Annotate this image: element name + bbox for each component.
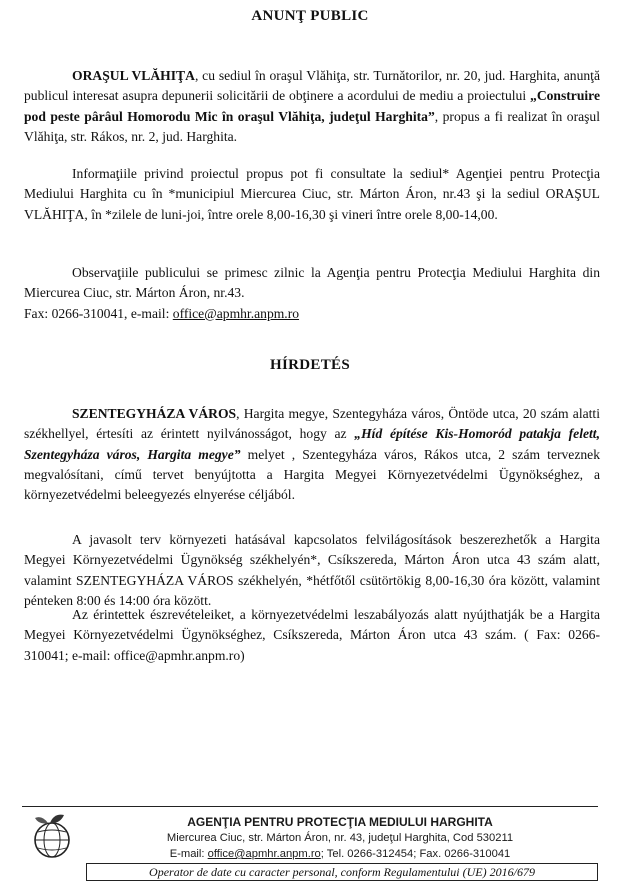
hu-paragraph-2: [24, 530, 600, 611]
footer-email-label: E-mail:: [169, 848, 208, 860]
hu-p2-text2: székhelyén, *hétfőtől csütörtökig 8,00-16,30 óra között, valamint pénteken 8:00 és 14:00 óra között.: [24, 572, 600, 608]
ro-project-name: „Construire pod peste pârâul Homorodu Mic în oraşul Vlăhiţa, judeţul Harghita”: [24, 88, 600, 124]
ro-announcement-title: ANUNŢ PUBLIC: [251, 8, 369, 24]
footer-divider: [22, 806, 598, 807]
hu-project-name: „Híd építése Kis-Homoród patakja felett, Szentegyháza város, Hargita megye”: [24, 426, 600, 462]
hu-p2-org: SZENTEGYHÁZA VÁROS: [76, 572, 234, 588]
hu-announcement-title: HÍRDETÉS: [270, 357, 350, 373]
footer-address: Miercurea Ciuc, str. Márton Áron, nr. 43, judeţul Harghita, Cod 530211: [166, 832, 514, 844]
ro-fax-email-label: Fax: 0266-310041, e-mail:: [24, 305, 173, 321]
ro-email-link[interactable]: office@apmhr.anpm.ro: [172, 305, 300, 321]
ro-p2-org: ORAŞUL VLĂHIŢA: [24, 186, 600, 222]
ro-p3-text: Observaţiile publicului se primesc zilnic la Agenţia pentru Protecţia Mediului Harghita din Miercurea Ciuc, str. Márton Áron, nr.43.: [24, 265, 600, 301]
ro-paragraph-1: [24, 66, 600, 147]
footer-agency-name: AGENŢIA PENTRU PROTECŢIA MEDIULUI HARGHITA: [187, 815, 493, 829]
footer-email-link[interactable]: office@apmhr.anpm.ro: [207, 848, 321, 860]
hu-p2-text1: A javasolt terv környezeti hatásával kapcsolatos felvilágosítások beszerezhetők a Hargita Megyei Környezetvédelmi Ügynökség székhelyén*, Csíkszereda, Márton Áron utca 43 szám alatt, valamint: [24, 532, 600, 588]
ro-p1-text2: , propus a fi realizat în oraşul Vlăhiţa, str. Rákos, nr. 2, jud. Harghita.: [24, 108, 601, 144]
hu-paragraph-1: [24, 404, 600, 505]
footer-contact: [80, 847, 600, 862]
ro-p2-text2: , în *zilele de luni-joi, între orele 8,00-16,30 şi vineri între orele 8,00-14,00.: [84, 206, 498, 222]
hu-paragraph-3: [24, 605, 600, 666]
globe-leaf-logo-icon: [30, 812, 76, 862]
ro-p2-text1: Informaţiile privind proiectul propus pot fi consultate la sediul* Agenţiei pentru Protecţia Mediului Harghita cu în *municipiul Miercurea Ciuc, str. Márton Áron, nr.43 şi la sediul: [24, 166, 600, 202]
hu-p3-text: Az érintettek észrevételeiket, a környezetvédelmi leszabályozás alatt nyújthatják be a Hargita Megyei Környezetvédelmi Ügynökséghez, Csíkszereda, Márton Áron utca 43 szám. ( Fax: 0266- 310041; e-mail: office@apmhr.anpm.ro): [24, 607, 600, 663]
footer-gdpr-notice: Operator de date cu caracter personal, conform Regulamentului (UE) 2016/679: [86, 863, 598, 881]
hu-p1-text2: melyet , Szentegyháza város, Rákos utca, 2 szám terveznek megvalósítani, című tervet benyújtotta a Hargita Megyei Környezetvédelmi Ügynökséghez, a környezetvédelmi beleegyezés elnyerése céljából.: [24, 446, 600, 503]
footer-phones: ; Tel. 0266-312454; Fax. 0266-310041: [320, 848, 511, 860]
ro-org-name: ORAŞUL VLĂHIŢA: [72, 68, 195, 83]
ro-p1-text1: , cu sediul în oraşul Vlăhiţa, str. Turnătorilor, nr. 20, jud. Harghita, anunţă publicul interesat asupra depunerii solicitării de obţinere a acordului de mediu a proiectului: [24, 68, 600, 104]
hu-p1-text1: , Hargita megye, Szentegyháza város, Öntöde utca, 20 szám alatti székhellyel, értesíti az érintett nyilvánosságot, hogy az: [24, 406, 600, 442]
hu-org-name: SZENTEGYHÁZA VÁROS: [72, 406, 237, 421]
ro-paragraph-2: [24, 164, 600, 225]
ro-paragraph-3: [24, 263, 600, 324]
